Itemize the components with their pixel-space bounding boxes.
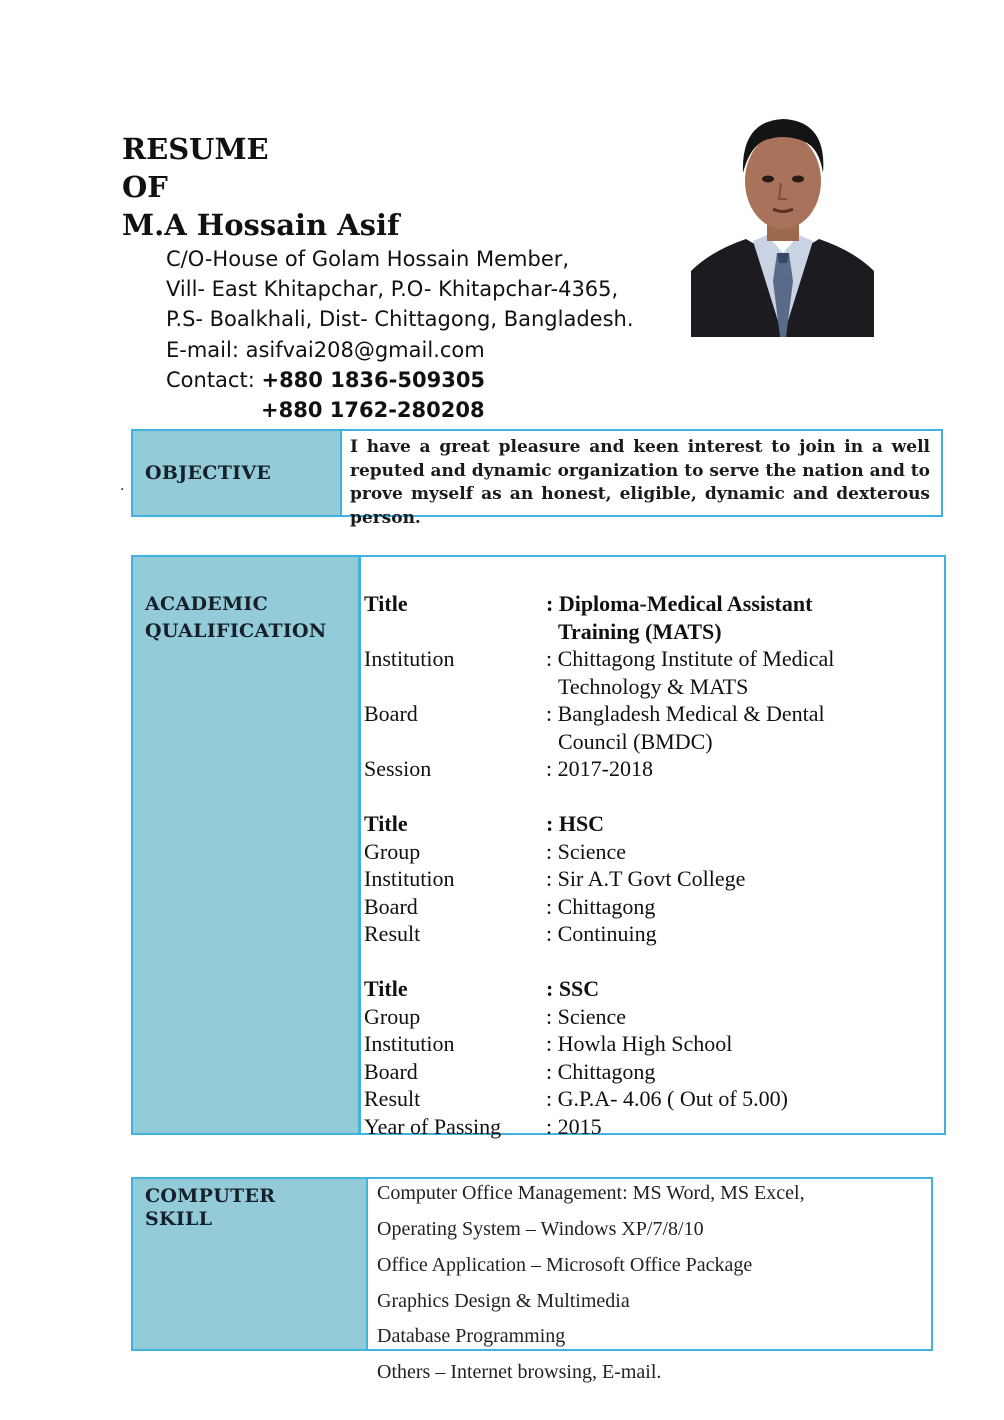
academic-label-2: QUALIFICATION bbox=[145, 620, 327, 642]
objective-label-cell bbox=[133, 431, 340, 515]
hsc-title-key: Title bbox=[364, 811, 408, 836]
of-heading: OF bbox=[122, 170, 168, 204]
skill-item: Office Application – Microsoft Office Package bbox=[377, 1254, 753, 1276]
hsc-title-value: : HSC bbox=[546, 811, 605, 836]
diploma-board-key: Board bbox=[364, 701, 418, 726]
hsc-group-key: Group bbox=[364, 838, 421, 864]
hsc-group-value: : Science bbox=[546, 838, 627, 864]
address-line-1: C/O-House of Golam Hossain Member, bbox=[166, 247, 570, 271]
academic-divider bbox=[358, 557, 361, 1133]
computer-label-2: SKILL bbox=[145, 1208, 213, 1230]
diploma-inst-value: : Chittagong Institute of Medical bbox=[546, 646, 835, 671]
diploma-inst-key: Institution bbox=[364, 646, 455, 671]
ssc-year-key: Year of Passing bbox=[364, 1113, 502, 1139]
contact-line-2 bbox=[261, 395, 485, 425]
ssc-group-value: : Science bbox=[546, 1003, 627, 1029]
diploma-title-value: : Diploma-Medical Assistant bbox=[546, 591, 813, 616]
academic-entries bbox=[364, 590, 924, 1140]
diploma-inst-value-2: Technology & MATS bbox=[558, 673, 749, 699]
hsc-board-value: : Chittagong bbox=[546, 893, 656, 919]
ssc-group-key: Group bbox=[364, 1003, 421, 1029]
address-line-3: P.S- Boalkhali, Dist- Chittagong, Bangladesh. bbox=[166, 307, 634, 331]
address-line-2: Vill- East Khitapchar, P.O- Khitapchar-4365, bbox=[166, 277, 619, 301]
stray-dot: . bbox=[120, 478, 125, 494]
ssc-title-value: : SSC bbox=[546, 976, 600, 1001]
ssc-board-value: : Chittagong bbox=[546, 1058, 656, 1084]
resume-heading: RESUME bbox=[122, 132, 269, 166]
hsc-inst-key: Institution bbox=[364, 866, 455, 891]
contact-label: Contact: bbox=[166, 368, 262, 392]
candidate-name: M.A Hossain Asif bbox=[122, 208, 400, 242]
computer-label-1: COMPUTER bbox=[145, 1185, 276, 1207]
diploma-board-value: : Bangladesh Medical & Dental bbox=[546, 701, 825, 726]
ssc-result-key: Result bbox=[364, 1086, 421, 1111]
academic-label-1: ACADEMIC bbox=[145, 593, 269, 615]
ssc-result-value: : G.P.A- 4.06 ( Out of 5.00) bbox=[546, 1086, 788, 1111]
phone-2: +880 1762-280208 bbox=[261, 398, 485, 422]
computer-label-cell bbox=[133, 1179, 366, 1349]
objective-text: I have a great pleasure and keen interest to join in a well reputed and dynamic organization to serve the nation and to prove myself as an honest, eligible, dynamic and dexterous person. bbox=[350, 437, 930, 528]
hsc-inst-value: : Sir A.T Govt College bbox=[546, 866, 746, 891]
diploma-board-value-2: Council (BMDC) bbox=[558, 728, 713, 754]
hsc-board-key: Board bbox=[364, 893, 418, 919]
computer-divider bbox=[366, 1179, 368, 1349]
skill-item: Graphics Design & Multimedia bbox=[377, 1290, 630, 1312]
person-portrait-icon bbox=[691, 111, 874, 337]
ssc-inst-key: Institution bbox=[364, 1031, 455, 1056]
email-label: E-mail: bbox=[166, 338, 246, 362]
skill-item: Computer Office Management: MS Word, MS Excel, bbox=[377, 1182, 805, 1204]
diploma-session-key: Session bbox=[364, 756, 432, 781]
skill-item: Others – Internet browsing, E-mail. bbox=[377, 1361, 662, 1383]
ssc-inst-value: : Howla High School bbox=[546, 1031, 733, 1056]
skill-item: Operating System – Windows XP/7/8/10 bbox=[377, 1218, 704, 1240]
ssc-year-value: : 2015 bbox=[546, 1113, 602, 1139]
ssc-board-key: Board bbox=[364, 1058, 418, 1084]
objective-label: OBJECTIVE bbox=[145, 462, 272, 484]
hsc-result-value: : Continuing bbox=[546, 921, 657, 946]
email-value: asifvai208@gmail.com bbox=[245, 338, 485, 362]
email-line bbox=[166, 335, 485, 365]
diploma-session-value: : 2017-2018 bbox=[546, 756, 653, 781]
contact-line bbox=[166, 365, 485, 395]
hsc-result-key: Result bbox=[364, 921, 421, 946]
academic-label-cell bbox=[133, 557, 358, 1133]
diploma-title-key: Title bbox=[364, 591, 408, 616]
ssc-title-key: Title bbox=[364, 976, 408, 1001]
diploma-title-value-2: Training (MATS) bbox=[558, 618, 722, 644]
phone-1: +880 1836-509305 bbox=[261, 368, 486, 392]
profile-photo bbox=[691, 111, 874, 337]
skill-item: Database Programming bbox=[377, 1325, 566, 1347]
objective-divider bbox=[340, 431, 342, 515]
